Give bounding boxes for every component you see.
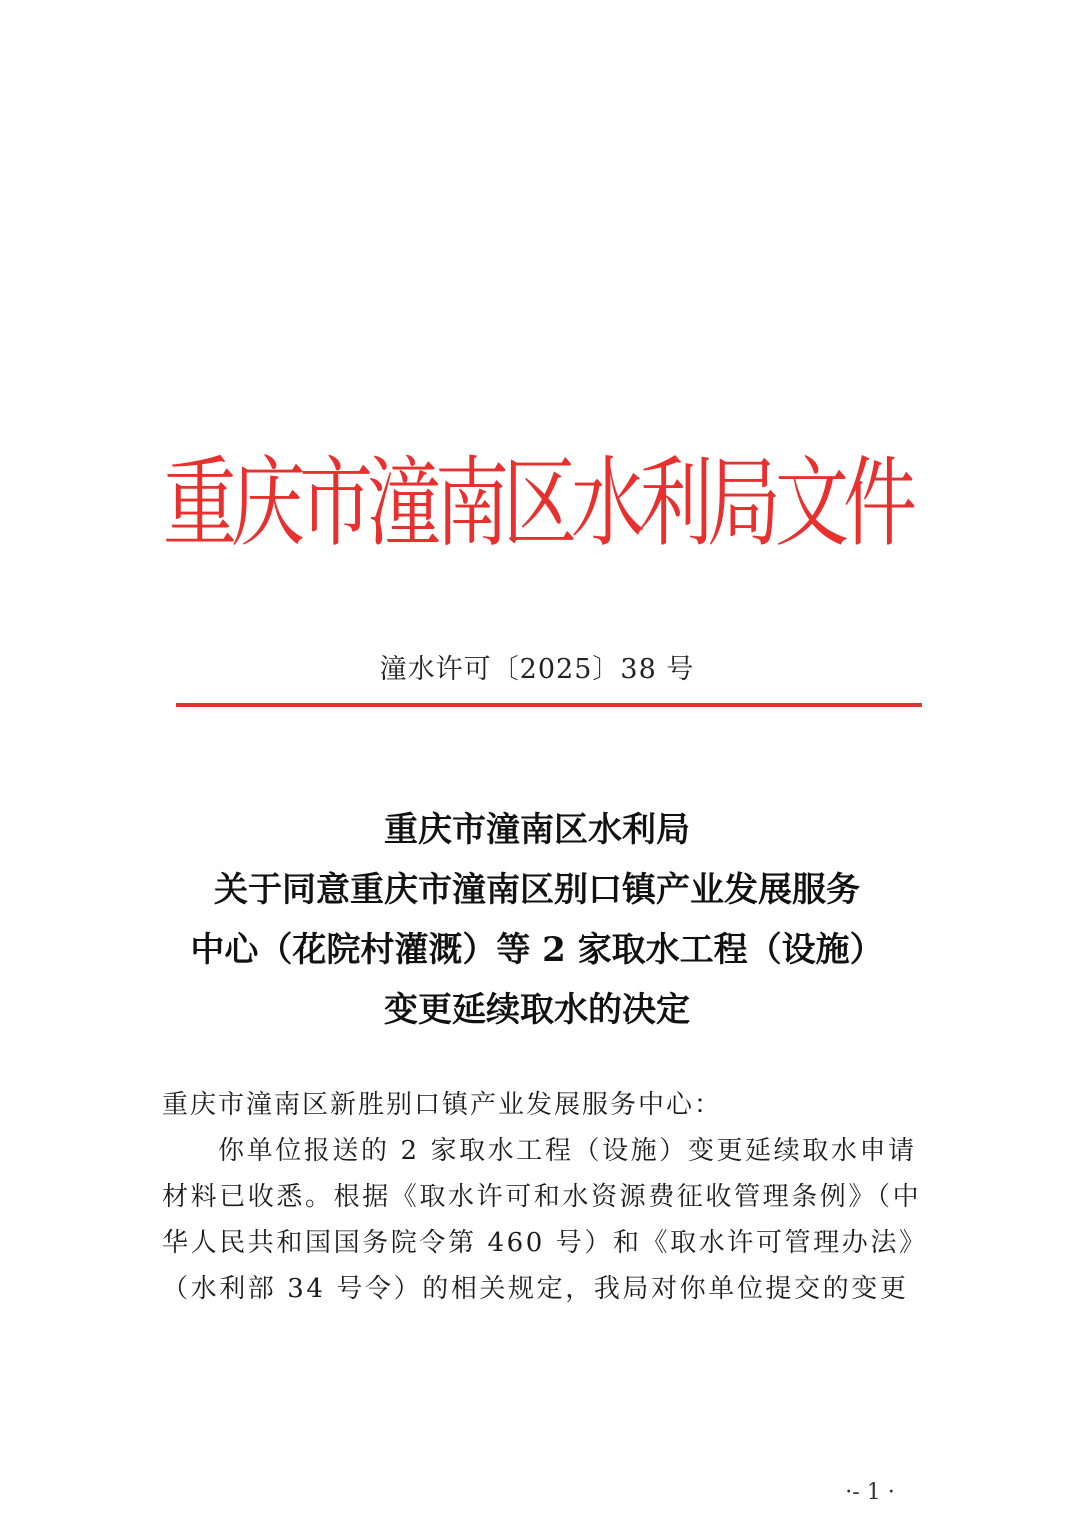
document-number: 潼水许可〔2025〕38 号 bbox=[379, 654, 695, 685]
body-line: 你单位报送的 2 家取水工程（设施）变更延续取水申请 bbox=[218, 1136, 917, 1166]
document-title bbox=[0, 800, 1074, 1040]
red-separator-line bbox=[176, 703, 922, 707]
title-line: 中心（花院村灌溉）等 2 家取水工程（设施） bbox=[190, 930, 884, 970]
title-line: 重庆市潼南区水利局 bbox=[384, 810, 690, 850]
body-line: （水利部 34 号令）的相关规定，我局对你单位提交的变更 bbox=[162, 1274, 909, 1304]
document-body bbox=[162, 1082, 928, 1312]
page-number: ·- 1 · bbox=[845, 1480, 895, 1505]
title-line: 变更延续取水的决定 bbox=[384, 990, 690, 1030]
body-line: 材料已收悉。根据《取水许可和水资源费征收管理条例》（中 bbox=[162, 1182, 922, 1212]
body-line: 华人民共和国国务院令第 460 号）和《取水许可管理办法》 bbox=[162, 1228, 928, 1258]
salutation: 重庆市潼南区新胜别口镇产业发展服务中心： bbox=[162, 1090, 723, 1120]
masthead-title: 重庆市潼南区水利局文件 bbox=[163, 447, 911, 561]
title-line: 关于同意重庆市潼南区别口镇产业发展服务 bbox=[214, 870, 860, 910]
